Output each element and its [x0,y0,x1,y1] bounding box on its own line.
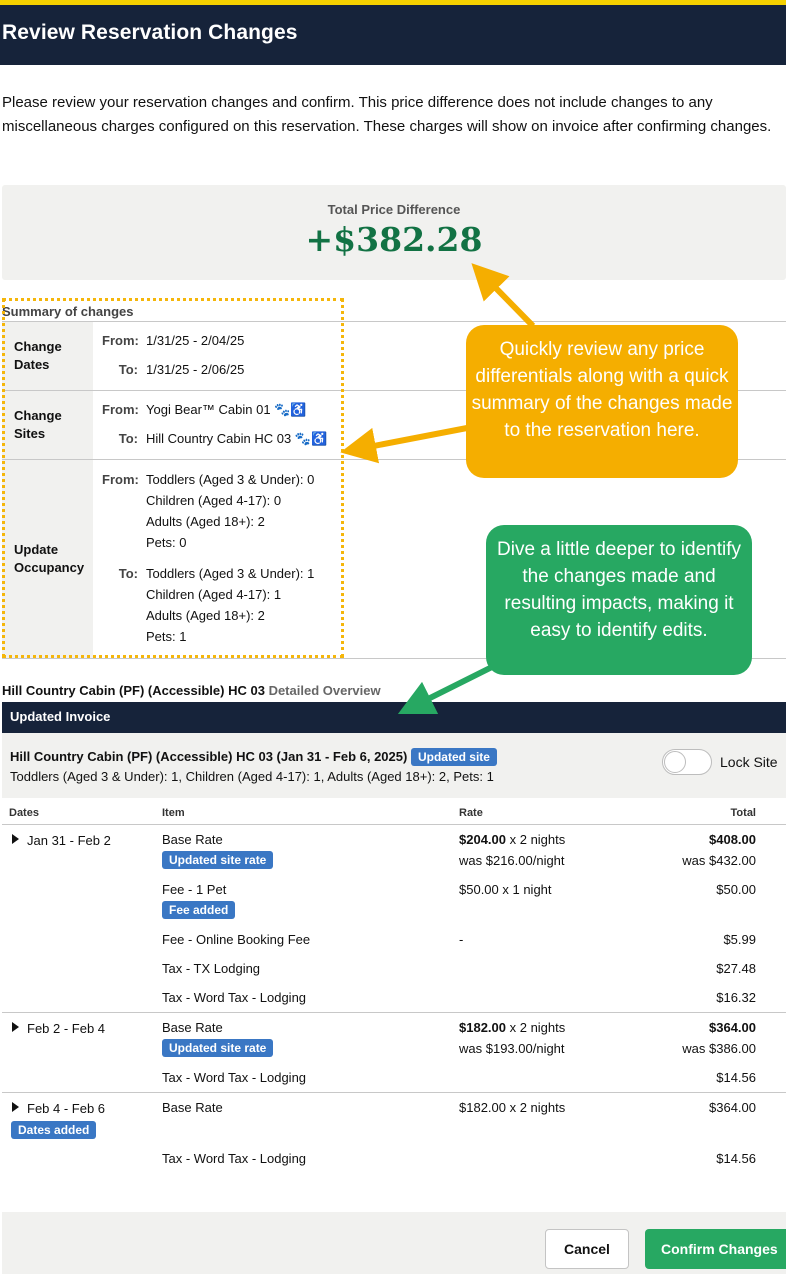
updated-invoice-bar [2,702,786,733]
total-value: $408.00 [709,832,756,847]
item-name: Base Rate [162,1020,223,1035]
occupancy-to-children: Children (Aged 4-17): 1 [146,587,282,602]
summary-label-dates: Change Dates [2,322,93,390]
total-value: $16.32 [716,990,756,1005]
divider [2,824,786,825]
callout-invoice: Dive a little deeper to identify the changes made and resulting impacts, making it easy to identify edits. [486,525,752,675]
item-name: Tax - Word Tax - Lodging [162,1151,307,1166]
rate-value: $182.00 x 2 nights [459,1100,566,1115]
total-value: $27.48 [716,961,756,976]
rate-was: was $193.00/night [459,1041,565,1056]
sites-to-value: Hill Country Cabin HC 03 🐾♿ [146,431,328,446]
summary-highlight-box [2,298,344,658]
total-was: was $432.00 [682,853,756,868]
fee-added-badge: Fee added [162,901,235,919]
rate-was: was $216.00/night [459,853,565,868]
rate-value: $182.00 x 2 nights [459,1020,566,1035]
occupancy-to-toddlers: Toddlers (Aged 3 & Under): 1 [146,566,315,581]
item-name: Tax - Word Tax - Lodging [162,1070,307,1085]
total-value: $14.56 [716,1070,756,1085]
price-difference-label: Total Price Difference [327,202,461,217]
summary-label-occupancy: Update Occupancy [2,460,93,658]
updated-site-badge: Updated site [411,748,497,766]
cancel-button[interactable]: Cancel [545,1229,629,1269]
disclosure-triangle-icon[interactable] [12,834,19,844]
detailed-overview-heading: Hill Country Cabin (PF) (Accessible) HC 03 Detailed Overview [2,683,381,698]
modal-header [0,5,786,65]
item-name: Tax - Word Tax - Lodging [162,990,307,1005]
to-label: To: [118,362,138,377]
lock-site-label: Lock Site [720,754,778,770]
intro-text: Please review your reservation changes and confirm. This price difference does not include changes to any miscellaneous charges configured on this reservation. These charges will show on invoice after confirming changes. [2,94,772,135]
divider [2,1092,786,1093]
col-item: Item [162,807,185,819]
arrow-to-invoice [414,667,492,706]
total-value: $14.56 [716,1151,756,1166]
divider [2,1012,786,1013]
updated-site-rate-badge: Updated site rate [162,851,273,869]
dates-added-badge: Dates added [11,1121,96,1139]
price-difference-value: +$382.28 [305,220,483,259]
from-label: From: [102,333,139,348]
col-rate: Rate [459,807,483,819]
date-range: Feb 4 - Feb 6 [27,1101,106,1116]
updated-invoice-title: Updated Invoice [10,709,111,724]
occupancy-from-pets: Pets: 0 [146,535,187,550]
disclosure-triangle-icon[interactable] [12,1102,19,1112]
modal-title: Review Reservation Changes [2,21,298,44]
date-range: Jan 31 - Feb 2 [27,833,111,848]
accessible-icon: ♿ [311,431,328,446]
updated-site-rate-badge: Updated site rate [162,1039,273,1057]
detailed-overview-link[interactable]: Detailed Overview [268,683,381,698]
dates-from-value: 1/31/25 - 2/04/25 [146,333,245,348]
rate-value: - [459,932,464,947]
total-value: $364.00 [709,1100,756,1115]
invoice-site-line: Hill Country Cabin (PF) (Accessible) HC 03 (Jan 31 - Feb 6, 2025) Updated site [10,748,497,766]
item-name: Fee - Online Booking Fee [162,932,311,947]
pet-paw-icon: 🐾 [294,431,312,446]
from-label: From: [102,402,139,417]
arrow-to-price [484,276,533,326]
occupancy-to-adults: Adults (Aged 18+): 2 [146,608,265,623]
total-was: was $386.00 [682,1041,756,1056]
toggle-knob [664,751,686,773]
from-label: From: [102,472,139,487]
occupancy-from-adults: Adults (Aged 18+): 2 [146,514,265,529]
total-value: $5.99 [723,932,756,947]
occupancy-from-toddlers: Toddlers (Aged 3 & Under): 0 [146,472,315,487]
price-difference-box [2,185,786,280]
arrow-to-summary [358,428,467,449]
disclosure-triangle-icon[interactable] [12,1022,19,1032]
item-name: Base Rate [162,1100,223,1115]
rate-value: $204.00 x 2 nights [459,832,566,847]
total-value: $50.00 [716,882,756,897]
col-total: Total [730,807,756,819]
to-label: To: [118,566,138,581]
occupancy-to-pets: Pets: 1 [146,629,187,644]
rate-value: $50.00 x 1 night [459,882,552,897]
confirm-changes-button[interactable]: Confirm Changes [645,1229,786,1269]
to-label: To: [118,431,138,446]
lock-site-toggle[interactable] [662,749,712,775]
sites-from-value: Yogi Bear™ Cabin 01 🐾♿ [146,402,307,417]
invoice-occupancy-line: Toddlers (Aged 3 & Under): 1, Children (Aged 4-17): 1, Adults (Aged 18+): 2, Pets: 1 [10,769,494,784]
summary-title: Summary of changes [2,304,134,319]
item-name: Base Rate [162,832,223,847]
item-name: Fee - 1 Pet [162,882,227,897]
accessible-icon: ♿ [290,402,307,417]
total-value: $364.00 [709,1020,756,1035]
occupancy-from-children: Children (Aged 4-17): 0 [146,493,282,508]
pet-paw-icon: 🐾 [274,402,291,417]
item-name: Tax - TX Lodging [162,961,261,976]
date-range: Feb 2 - Feb 4 [27,1021,106,1036]
summary-label-sites: Change Sites [2,391,93,459]
col-dates: Dates [9,807,39,819]
callout-summary: Quickly review any price differentials along with a quick summary of the changes made to the reservation here. [466,325,738,478]
dates-to-value: 1/31/25 - 2/06/25 [146,362,245,377]
